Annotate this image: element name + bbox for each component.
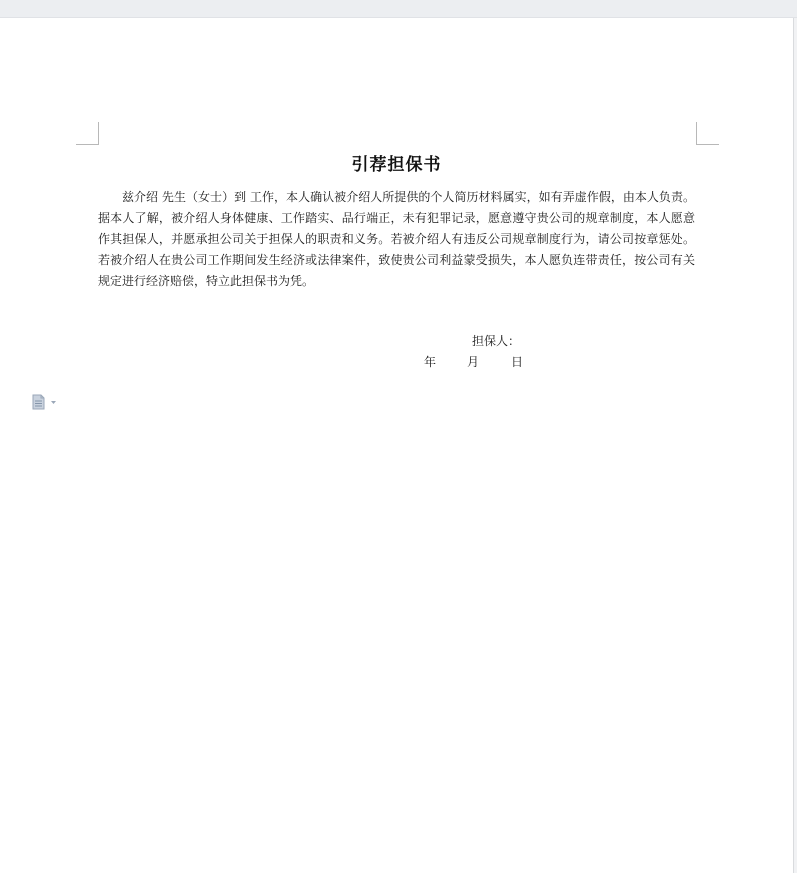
- document-page[interactable]: [0, 18, 794, 873]
- toolbar-edge: [0, 0, 797, 18]
- document-title: 引荐担保书: [351, 155, 442, 175]
- margin-mark-top-right: [696, 122, 719, 145]
- guarantor-label: 担保人：: [472, 334, 521, 348]
- document-options-icon[interactable]: [32, 394, 58, 410]
- date-month-label: 月: [467, 355, 480, 369]
- document-body: 兹介绍 先生（女士）到 工作，本人确认被介绍人所提供的个人简历材料属实，如有弄虚作假，由本人负责。据本人了解，被介绍人身体健康、工作踏实、品行端正，未有犯罪记录，愿意遵守贵公司的规章制度，本人愿意作其担保人，并愿承担公司关于担保人的职责和义务。若被介绍人有违反公司规章制度行为，请公司按章惩处。若被介绍人在贵公司工作期间发生经济或法律案件，致使贵公司利益蒙受损失，本人愿负连带责任，按公司有关规定进行经济赔偿，特立此担保书为凭。: [98, 190, 695, 288]
- date-day-label: 日: [511, 355, 524, 369]
- date-line: [424, 352, 523, 372]
- document-options-icon-graphic: [32, 394, 58, 410]
- margin-mark-top-left: [76, 122, 99, 145]
- date-year-label: 年: [424, 355, 437, 369]
